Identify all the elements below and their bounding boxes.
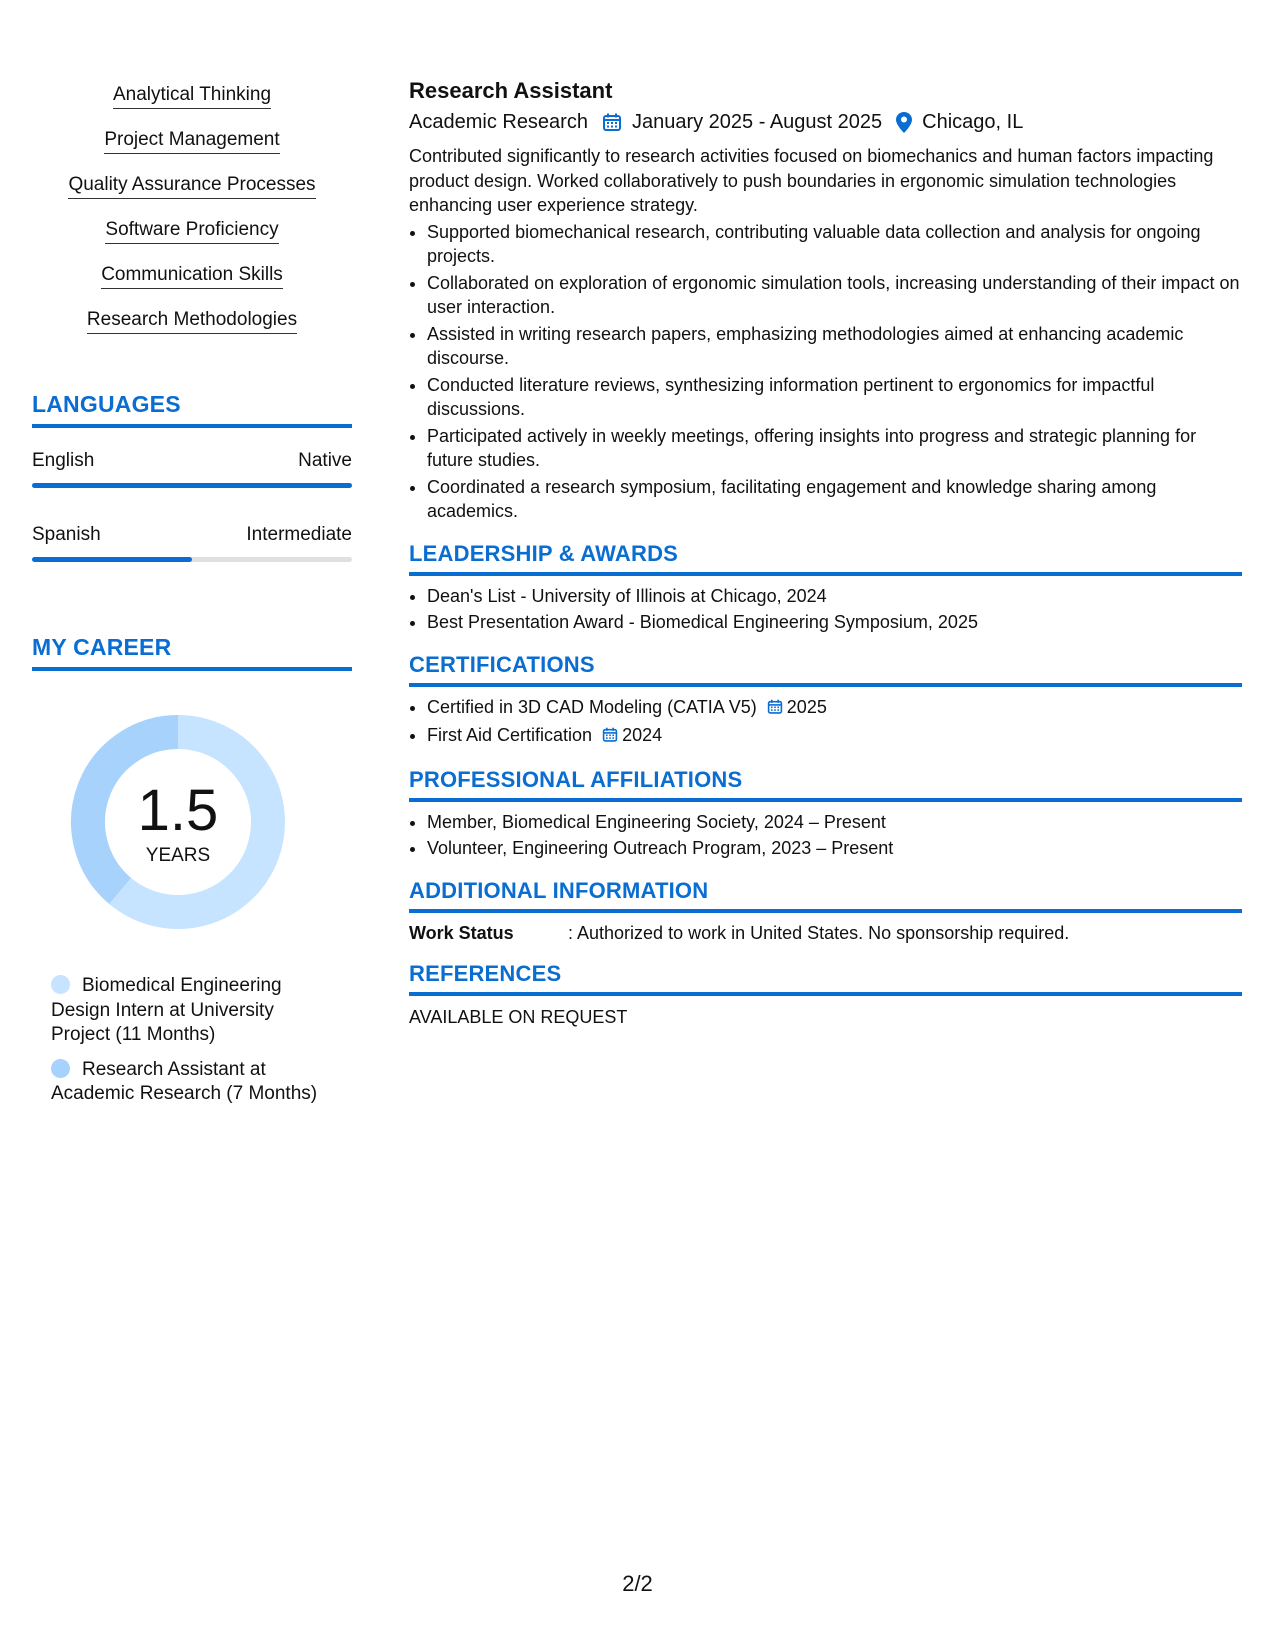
- skill-item: Software Proficiency: [32, 219, 352, 242]
- additional-info-section: [409, 878, 1242, 944]
- legend-dot-icon: [51, 1059, 70, 1078]
- job-bullets: [409, 220, 1242, 524]
- language-proficiency-bar: [32, 483, 352, 488]
- language-row: [32, 450, 352, 472]
- work-status-label: Work Status: [409, 922, 514, 943]
- languages-heading: LANGUAGES: [32, 391, 352, 428]
- job-title: Research Assistant: [409, 78, 613, 103]
- language-proficiency-fill: [32, 557, 192, 562]
- list-item: • Member, Biomedical Engineering Society, 2024 – Present: [427, 810, 1242, 835]
- list-item: • Supported biomechanical research, contributing valuable data collection and analysis for ongoing projects.: [427, 220, 1242, 269]
- section-heading: REFERENCES: [409, 961, 1242, 996]
- job-description: Contributed significantly to research activities focused on biomechanics and human factors impacting product design. Worked collaboratively to push boundaries in ergonomic simulation technologies enhancing user experience strategy.: [409, 146, 1214, 215]
- list-item: • Certified in 3D CAD Modeling (CATIA V5) 2025: [427, 695, 1242, 722]
- skill-item: Communication Skills: [32, 264, 352, 287]
- work-status-value: : Authorized to work in United States. No sponsorship required.: [568, 922, 1070, 943]
- leadership-section: [409, 541, 1242, 635]
- list-item: • First Aid Certification 2024: [427, 723, 1242, 750]
- references-section: [409, 961, 1242, 1028]
- section-heading: ADDITIONAL INFORMATION: [409, 878, 1242, 913]
- list-item: • Best Presentation Award - Biomedical Engineering Symposium, 2025: [427, 610, 1242, 635]
- language-name: Spanish: [32, 524, 101, 545]
- language-name: English: [32, 450, 95, 471]
- job-meta: [409, 108, 1242, 136]
- section-heading: PROFESSIONAL AFFILIATIONS: [409, 767, 1242, 802]
- skill-item: Project Management: [32, 129, 352, 152]
- list-item: • Coordinated a research symposium, facilitating engagement and knowledge sharing among academics.: [427, 475, 1242, 524]
- work-status-row: [409, 923, 1242, 944]
- list-item: • Dean's List - University of Illinois at Chicago, 2024: [427, 584, 1242, 609]
- career-legend-item: Biomedical Engineering Design Intern at University Project (11 Months): [51, 975, 282, 1045]
- calendar-icon: [602, 112, 622, 132]
- section-heading: CERTIFICATIONS: [409, 652, 1242, 687]
- references-text: AVAILABLE ON REQUEST: [409, 1006, 628, 1027]
- experience-entry: [409, 76, 1242, 524]
- career-legend-item: Research Assistant at Academic Research (7 Months): [51, 1058, 318, 1104]
- language-row: [32, 524, 352, 546]
- skill-item: Research Methodologies: [32, 309, 352, 332]
- list-item: • Collaborated on exploration of ergonomic simulation tools, increasing understanding of their impact on user interaction.: [427, 271, 1242, 320]
- language-proficiency-fill: [32, 483, 352, 488]
- job-dates: January 2025 - August 2025: [631, 111, 883, 133]
- affiliations-section: [409, 767, 1242, 861]
- career-donut-chart: [65, 709, 291, 935]
- career-total-years: 1.5: [137, 778, 219, 843]
- language-level: Native: [298, 450, 352, 471]
- career-total-unit: YEARS: [145, 845, 211, 866]
- skills-list: [32, 84, 352, 332]
- list-item: • Conducted literature reviews, synthesizing information pertinent to ergonomics for impactful discussions.: [427, 373, 1242, 422]
- calendar-icon: [767, 697, 783, 722]
- company-name: Academic Research: [409, 111, 588, 133]
- job-location: Chicago, IL: [922, 111, 1024, 133]
- career-section: [32, 634, 352, 1104]
- legend-dot-icon: [51, 975, 70, 994]
- career-heading: MY CAREER: [32, 634, 352, 671]
- language-proficiency-bar: [32, 557, 352, 562]
- language-level: Intermediate: [246, 524, 352, 545]
- location-pin-icon: [896, 112, 912, 133]
- section-heading: LEADERSHIP & AWARDS: [409, 541, 1242, 576]
- list-item: • Participated actively in weekly meetings, offering insights into progress and strategic planning for future studies.: [427, 424, 1242, 473]
- skill-item: Quality Assurance Processes: [32, 174, 352, 197]
- right-column: [409, 76, 1242, 1028]
- skill-item: Analytical Thinking: [32, 84, 352, 107]
- career-legend: [51, 974, 331, 1117]
- certifications-section: [409, 652, 1242, 750]
- page-number: 2/2: [622, 1571, 653, 1596]
- list-item: • Volunteer, Engineering Outreach Program, 2023 – Present: [427, 836, 1242, 861]
- list-item: • Assisted in writing research papers, emphasizing methodologies aimed at enhancing academic discourse.: [427, 322, 1242, 371]
- languages-section: [32, 391, 352, 562]
- calendar-icon: [602, 725, 618, 750]
- left-column: [32, 84, 352, 1104]
